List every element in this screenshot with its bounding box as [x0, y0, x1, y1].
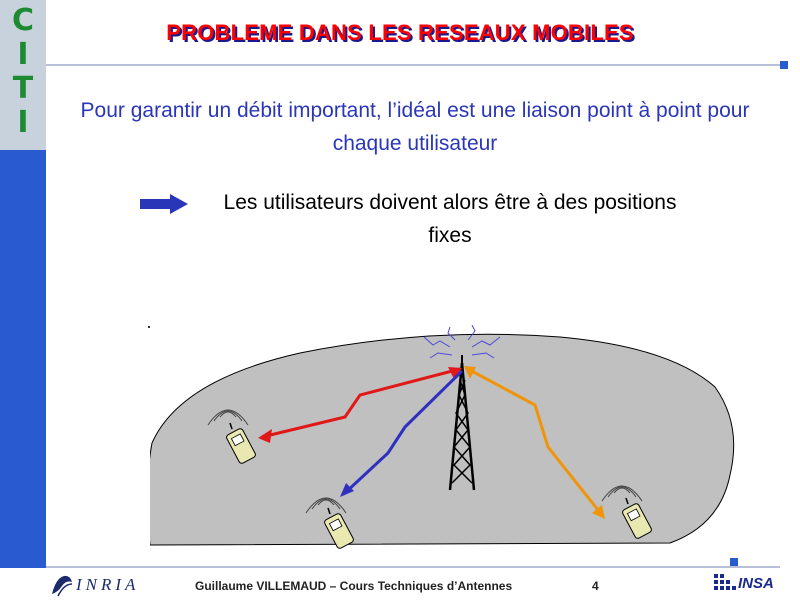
header-divider [46, 64, 780, 66]
logo-letter: T [12, 71, 34, 106]
header-divider-end [780, 61, 788, 69]
footer-credit: Guillaume VILLEMAUD – Cours Techniques d’Antennes [195, 579, 513, 593]
logo-letter: I [17, 105, 29, 140]
footer-divider [46, 566, 780, 568]
insa-logo [712, 568, 792, 598]
citi-logo [0, 0, 46, 150]
slide-title: PROBLEME DANS LES RESEAUX MOBILES [166, 20, 634, 45]
arrow-right-icon [140, 194, 188, 214]
logo-letter: I [17, 37, 29, 72]
bullet-text: Les utilisateurs doivent alors être à des positions fixes [223, 191, 677, 247]
inria-wordmark: INRIA [76, 575, 140, 594]
logo-letter: C [11, 3, 35, 38]
network-diagram [150, 325, 740, 560]
slide-subtitle: Pour garantir un débit important, l’idéal est une liaison point à point pour chaque utilisateur [80, 99, 750, 155]
footer-divider-end [730, 558, 738, 566]
sidebar-band [0, 0, 46, 568]
page-number: 4 [592, 579, 599, 593]
insa-wordmark: INSA [738, 575, 774, 592]
